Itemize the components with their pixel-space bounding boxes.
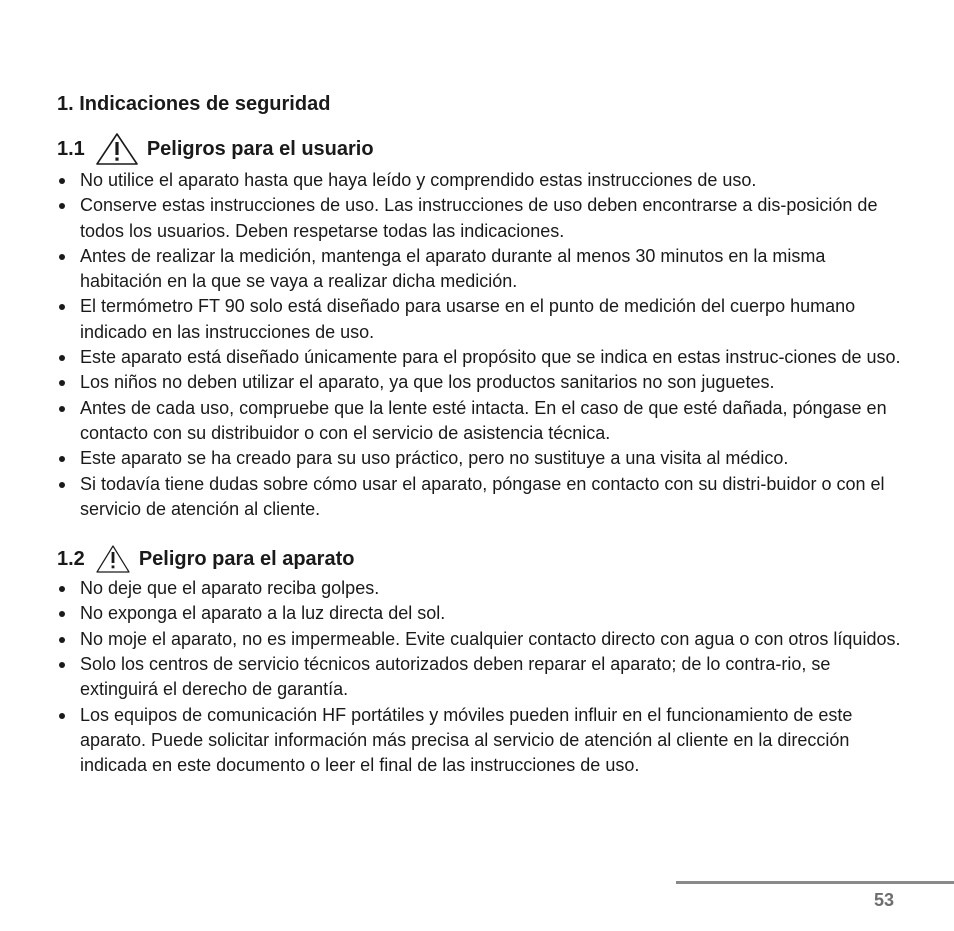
main-heading: 1. Indicaciones de seguridad: [57, 93, 331, 115]
list-item: Si todavía tiene dudas sobre cómo usar el aparato, póngase en contacto con su distri-buidor o con el servicio de atención al cliente.: [57, 472, 907, 523]
list-item: Conserve estas instrucciones de uso. Las instrucciones de uso deben encontrarse a dis-posición de todos los usuarios. Deben respetarse todas las indicaciones.: [57, 193, 907, 244]
section-1-list: [57, 168, 907, 522]
section-1-heading: [57, 132, 907, 166]
list-item: Solo los centros de servicio técnicos autorizados deben reparar el aparato; de lo contra-rio, se extinguirá el derecho de garantía.: [57, 652, 907, 703]
section-2-heading: [57, 544, 907, 574]
list-item: Antes de realizar la medición, mantenga el aparato durante al menos 30 minutos en la misma habitación en la que se vaya a realizar dicha medición.: [57, 244, 907, 295]
list-item: No exponga el aparato a la luz directa del sol.: [57, 601, 907, 626]
section-2-number: 1.2: [57, 548, 85, 571]
section-2-list: [57, 576, 907, 778]
section-1-title: Peligros para el usuario: [146, 138, 374, 160]
warning-triangle-icon: [95, 544, 131, 574]
list-item: Este aparato se ha creado para su uso práctico, pero no sustituye a una visita al médico.: [57, 446, 907, 471]
list-item: No deje que el aparato reciba golpes.: [57, 576, 907, 601]
section-2: [57, 544, 907, 778]
list-item: No moje el aparato, no es impermeable. Evite cualquier contacto directo con agua o con otros líquidos.: [57, 627, 907, 652]
document-page: [57, 90, 907, 779]
page-number: 53: [874, 890, 895, 910]
list-item: Antes de cada uso, compruebe que la lente esté intacta. En el caso de que esté dañada, póngase en contacto con su distribuidor o con el servicio de asistencia técnica.: [57, 396, 907, 447]
footer-divider: [676, 881, 954, 884]
warning-triangle-icon: [95, 132, 139, 166]
list-item: El termómetro FT 90 solo está diseñado para usarse en el punto de medición del cuerpo humano indicado en las instrucciones de uso.: [57, 294, 907, 345]
section-2-title: Peligro para el aparato: [138, 548, 355, 571]
list-item: No utilice el aparato hasta que haya leído y comprendido estas instrucciones de uso.: [57, 168, 907, 193]
list-item: Los niños no deben utilizar el aparato, ya que los productos sanitarios no son juguetes.: [57, 370, 907, 395]
list-item: Este aparato está diseñado únicamente para el propósito que se indica en estas instruc-ciones de uso.: [57, 345, 907, 370]
section-1-number: 1.1: [57, 138, 85, 160]
list-item: Los equipos de comunicación HF portátiles y móviles pueden influir en el funcionamiento de este aparato. Puede solicitar información más precisa al servicio de atención al cliente en la dirección indicada en este documento o leer el final de las instrucciones de uso.: [57, 703, 907, 779]
